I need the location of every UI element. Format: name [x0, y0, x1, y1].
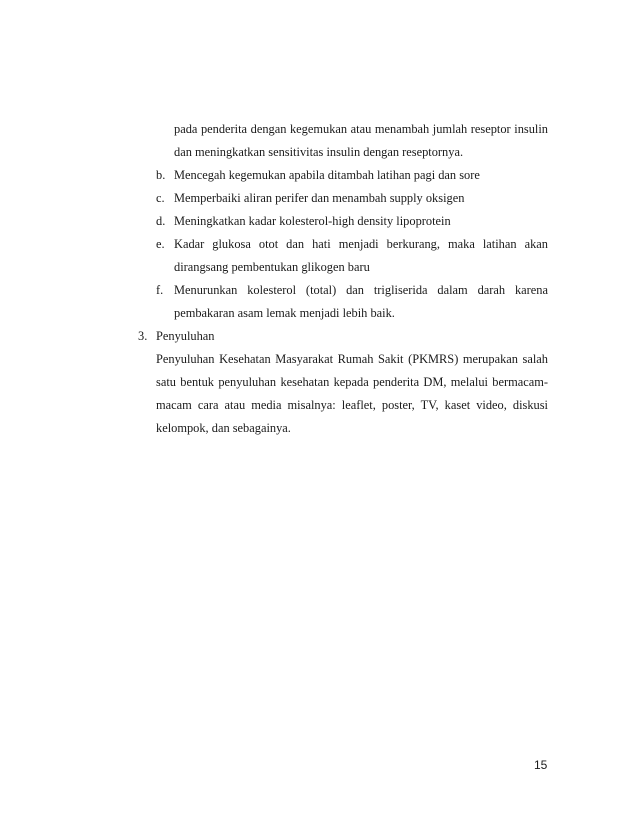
section-3-paragraph-line-3: macam cara atau media misalnya: leaflet, poster, TV, kaset video, diskusi — [156, 398, 548, 412]
continuation-line-1: pada penderita dengan kegemukan atau menambah jumlah reseptor insulin — [174, 122, 548, 136]
section-3-paragraph-line-2: satu bentuk penyuluhan kesehatan kepada penderita DM, melalui bermacam- — [156, 375, 548, 389]
section-3-marker: 3. — [138, 329, 148, 343]
list-item-e-line-2: dirangsang pembentukan glikogen baru — [174, 260, 370, 274]
section-3-paragraph-line-1: Penyuluhan Kesehatan Masyarakat Rumah Sakit (PKMRS) merupakan salah — [156, 352, 548, 366]
page-number: 15 — [534, 758, 548, 772]
list-item-b-line-1: Mencegah kegemukan apabila ditambah latihan pagi dan sore — [174, 168, 480, 182]
list-marker-c: c. — [156, 191, 165, 205]
section-3-paragraph-line-4: kelompok, dan sebagainya. — [156, 421, 291, 435]
list-item-c-line-1: Memperbaiki aliran perifer dan menambah supply oksigen — [174, 191, 465, 205]
list-item-d-line-1: Meningkatkan kadar kolesterol-high density lipoprotein — [174, 214, 451, 228]
section-3-heading: Penyuluhan — [156, 329, 215, 343]
list-item-f-line-2: pembakaran asam lemak menjadi lebih baik. — [174, 306, 395, 320]
list-marker-d: d. — [156, 214, 166, 228]
list-marker-b: b. — [156, 168, 166, 182]
list-item-e-line-1: Kadar glukosa otot dan hati menjadi berkurang, maka latihan akan — [174, 237, 548, 251]
list-marker-e: e. — [156, 237, 165, 251]
list-item-f-line-1: Menurunkan kolesterol (total) dan trigliserida dalam darah karena — [174, 283, 548, 297]
continuation-line-2: dan meningkatkan sensitivitas insulin dengan reseptornya. — [174, 145, 464, 159]
list-marker-f: f. — [156, 283, 164, 297]
